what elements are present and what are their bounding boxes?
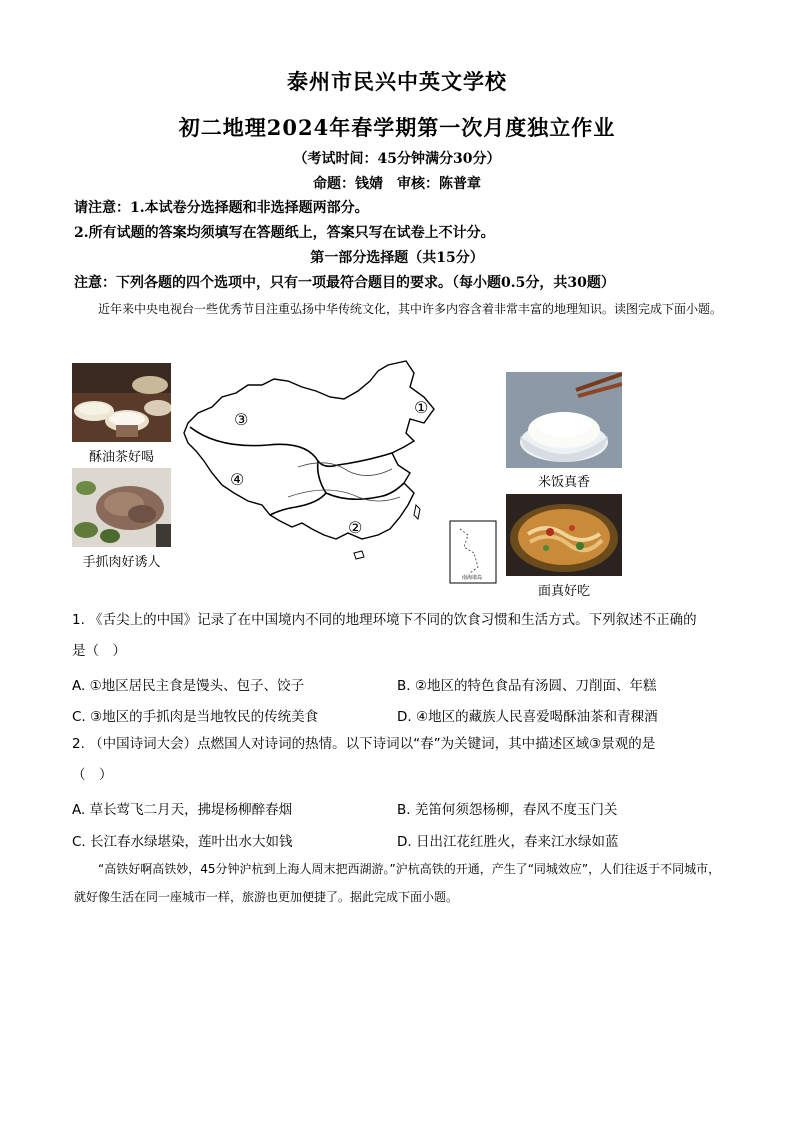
exam-title: 初二地理2024年春学期第一次月度独立作业 [178, 115, 616, 140]
notice-line-2: 2.所有试题的答案均须填写在答题纸上，答案只写在试卷上不计分。 [74, 225, 495, 241]
question-1-option-c[interactable]: C. ③地区的手抓肉是当地牧民的传统美食 [72, 709, 319, 725]
notice-line-1: 请注意：1.本试卷分选择题和非选择题两部分。 [74, 200, 369, 216]
question-1-option-a[interactable]: A. ①地区居民主食是馒头、包子、饺子 [72, 678, 305, 694]
section-title: 第一部分选择题（共15分） [310, 250, 484, 266]
question-2-line-2: （ ） [72, 767, 113, 783]
school-title: 泰州市民兴中英文学校 [287, 69, 507, 94]
inset-label: 南海诸岛 [462, 575, 483, 581]
question-2-option-a[interactable]: A. 草长莺飞二月天，拂堤杨柳醉春烟 [72, 802, 293, 818]
question-1-stem [72, 605, 727, 667]
rice-caption: 米饭真香 [537, 475, 590, 490]
question-2-line-1: 2. （中国诗词大会）点燃国人对诗词的热情。以下诗词以“春”为关键词，其中描述区域③景观的是 [72, 736, 656, 752]
exam-authors: 命题：钱婧 审核：陈普章 [313, 176, 481, 192]
china-region-map [178, 357, 498, 589]
question-1-option-b[interactable]: B. ②地区的特色食品有汤圆、刀削面、年糕 [397, 678, 657, 694]
region-label-2: ② [348, 518, 363, 537]
region-label-3: ③ [234, 410, 249, 429]
question-1-option-d[interactable]: D. ④地区的藏族人民喜爱喝酥油茶和青稞酒 [397, 709, 658, 725]
region-label-4: ④ [230, 470, 245, 489]
butter-tea-caption: 酥油茶好喝 [88, 450, 154, 465]
question-1-line-2: 是（ ） [72, 643, 126, 659]
rice-photo [506, 372, 622, 468]
intro-paragraph-1: 近年来中央电视台一些优秀节目注重弘扬中华传统文化，其中许多内容含着非常丰富的地理知识。读图完成下面小题。 [98, 302, 723, 316]
noodles-caption: 面真好吃 [537, 584, 590, 599]
hand-meat-caption: 手抓肉好诱人 [82, 555, 161, 570]
question-2-option-b[interactable]: B. 羌笛何须怨杨柳，春风不度玉门关 [397, 802, 618, 818]
section-instruction: 注意：下列各题的四个选项中，只有一项最符合题目的要求。（每小题0.5分，共30题） [74, 275, 615, 291]
intro-paragraph-2: “高铁好啊高铁妙，45分钟沪杭到上海人周末把西湖游。”沪杭高铁的开通，产生了“同城效应”，人们往返于不同城市，就好像生活在同一座城市一样，旅游也更加便捷了。据此完成下面小题。 [74, 862, 721, 904]
noodles-photo [506, 494, 622, 576]
question-2-option-d[interactable]: D. 日出江花红胜火，春来江水绿如蓝 [397, 834, 619, 850]
question-2-stem [72, 729, 727, 791]
region-label-1: ① [414, 398, 429, 417]
butter-tea-photo [72, 363, 171, 442]
hand-meat-photo [72, 468, 171, 547]
question-2-option-c[interactable]: C. 长江春水绿堪染，莲叶出水大如钱 [72, 834, 293, 850]
exam-info: （考试时间：45分钟满分30分） [293, 151, 501, 167]
question-1-line-1: 1. 《舌尖上的中国》记录了在中国境内不同的地理环境下不同的饮食习惯和生活方式。下列叙述不正确的 [72, 612, 697, 628]
